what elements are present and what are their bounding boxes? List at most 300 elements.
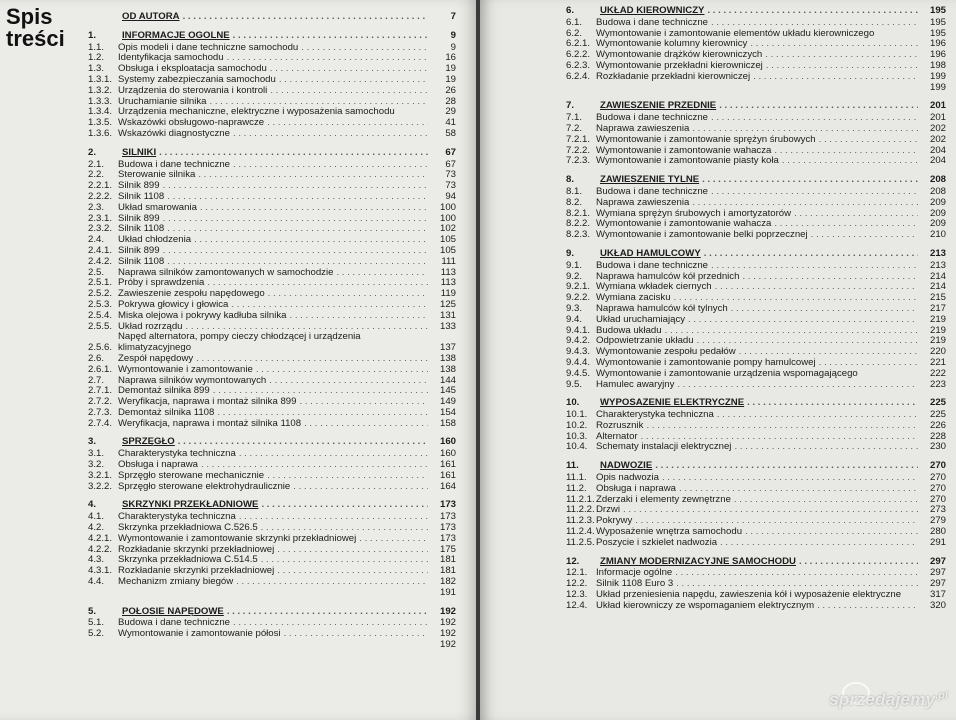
section-page: 67 xyxy=(445,146,456,158)
entry-number: 4.4. xyxy=(88,576,105,588)
entry-number: 6.1. xyxy=(566,16,583,28)
section-title: INFORMACJE OGÓLNE . . . xyxy=(122,31,428,42)
toc-section xyxy=(566,461,946,548)
entry-number: 4.3. xyxy=(88,554,105,566)
entry-title: Wymontowanie i zamontowanie wahacza . . . xyxy=(596,219,918,230)
entry-title: Sprzęgło sterowane elektrohydraulicznie . . . xyxy=(118,482,428,493)
section-page: 192 xyxy=(439,605,456,617)
section-title: ZAWIESZENIE TYLNE . . . xyxy=(600,175,918,186)
entry-page: 214 xyxy=(929,281,946,293)
entry-title: Weryfikacja, naprawa i montaż silnika 899 . . . xyxy=(118,397,428,408)
toc-section-heading xyxy=(566,249,946,260)
entry-number: 1.3. xyxy=(88,63,105,75)
section-title: SKRZYNKI PRZEKŁADNIOWE . . . xyxy=(122,500,428,511)
entry-number: 10.1. xyxy=(566,409,588,421)
toc-entry xyxy=(566,538,946,549)
entry-page: 119 xyxy=(440,288,456,300)
toc-section xyxy=(566,175,946,241)
toc-entry xyxy=(88,224,456,235)
toc-entry xyxy=(566,304,946,315)
toc-section xyxy=(88,607,456,651)
entry-page: 273 xyxy=(929,504,946,516)
entry-page: 105 xyxy=(439,244,456,256)
entry-number: 2.3.1. xyxy=(88,212,113,224)
section-number: 11. xyxy=(566,460,579,472)
toc-entry xyxy=(88,332,456,354)
toc-entry xyxy=(88,376,456,387)
entry-page: 138 xyxy=(439,352,456,364)
entry-title: Pokrywy . . . xyxy=(596,516,918,527)
section-number: 2. xyxy=(88,146,97,158)
entry-title: Zespół napędowy . . . xyxy=(118,354,428,365)
entry-number: 6.2. xyxy=(566,27,583,39)
toc-entry xyxy=(566,272,946,283)
entry-page: 144 xyxy=(439,374,456,386)
entry-page: 161 xyxy=(439,469,456,481)
toc-entry xyxy=(566,293,946,304)
entry-number: 1.3.4. xyxy=(88,106,113,118)
section-page: 213 xyxy=(929,247,946,259)
toc-entry xyxy=(566,347,946,358)
toc-entry xyxy=(566,124,946,135)
section-page: 195 xyxy=(929,5,946,16)
entry-page: 41 xyxy=(445,117,456,129)
entry-title: Układ uruchamiający . . . xyxy=(596,315,918,326)
entry-page: 204 xyxy=(929,144,946,156)
entry-title: Systemy zabezpieczania samochodu . . . xyxy=(118,75,428,86)
entry-title: Miska olejowa i pokrywy kadłuba silnika . . . xyxy=(118,311,428,322)
entry-page: 202 xyxy=(929,133,946,145)
entry-page: 210 xyxy=(929,229,946,241)
entry-number: 8.2.2. xyxy=(566,218,591,230)
section-number: 4. xyxy=(88,499,97,511)
toc-entry xyxy=(88,246,456,257)
toc-entry xyxy=(566,230,946,241)
entry-number: 11.1. xyxy=(566,472,587,484)
toc-entry xyxy=(566,336,946,347)
entry-title: Rozrusznik . . . xyxy=(596,421,918,432)
section-page: 173 xyxy=(439,499,456,511)
entry-page: 145 xyxy=(439,385,456,397)
section-page: 160 xyxy=(439,436,456,448)
section-number: 3. xyxy=(88,436,97,448)
entry-title: Wskazówki diagnostyczne . . . xyxy=(118,129,428,140)
entry-page: 202 xyxy=(929,122,946,134)
toc-entry xyxy=(566,484,946,495)
section-title: UKŁAD HAMULCOWY . . . xyxy=(600,249,918,260)
entry-number: 2.6.1. xyxy=(88,363,113,375)
entry-page: 226 xyxy=(929,419,946,431)
entry-title: Obsługa i eksploatacja samochodu . . . xyxy=(118,64,428,75)
toc-entry xyxy=(88,640,456,651)
entry-number: 3.2. xyxy=(88,459,105,471)
toc-entry xyxy=(88,278,456,289)
entry-page: 270 xyxy=(929,493,946,505)
entry-title: Układ smarowania . . . xyxy=(118,203,428,214)
entry-title: Uruchamianie silnika . . . xyxy=(118,97,428,108)
section-title: WYPOSAŻENIE ELEKTRYCZNE . . . xyxy=(600,398,918,409)
entry-title: Wymontowanie i zamontowanie belki poprzecznej . . . xyxy=(596,230,918,241)
entry-page: 199 xyxy=(929,81,946,93)
entry-page: 209 xyxy=(929,196,946,208)
toc-entry xyxy=(566,113,946,124)
entry-page: 9 xyxy=(450,41,456,53)
entry-title: Naprawa hamulców kół przednich . . . xyxy=(596,272,918,283)
entry-number: 7.1. xyxy=(566,112,583,124)
toc-entry xyxy=(88,235,456,246)
entry-number: 2.5.5. xyxy=(88,320,113,332)
entry-page: 73 xyxy=(445,169,456,181)
toc-entry xyxy=(88,566,456,577)
entry-title: Pokrywa głowicy i głowica . . . xyxy=(118,300,428,311)
entry-title: Silnik 899 . . . xyxy=(118,181,428,192)
toc-section-heading xyxy=(566,6,946,17)
toc-entry xyxy=(88,64,456,75)
entry-title: Demontaż silnika 899 . . . xyxy=(118,386,428,397)
toc-entry xyxy=(566,282,946,293)
entry-page: 58 xyxy=(445,127,456,139)
entry-title: Wymontowanie zespołu pedałów . . . xyxy=(596,347,918,358)
section-title: SPRZĘGŁO . . . xyxy=(122,437,428,448)
toc-entry xyxy=(88,512,456,523)
entry-page: 215 xyxy=(929,292,946,304)
entry-number: 2.2. xyxy=(88,169,105,181)
entry-number: 2.4.1. xyxy=(88,244,113,256)
toc-entry xyxy=(566,590,946,601)
section-number: 6. xyxy=(566,5,575,16)
entry-number: 2.7.3. xyxy=(88,406,113,418)
toc-section-heading xyxy=(566,398,946,409)
entry-title: Budowa i dane techniczne . . . xyxy=(596,18,918,29)
entry-page: 138 xyxy=(439,363,456,375)
toc-section xyxy=(88,148,456,430)
entry-title: Naprawa zawieszenia . . . xyxy=(596,198,918,209)
entry-page: 209 xyxy=(929,218,946,230)
entry-title: Poszycie i szkielet nadwozia . . . xyxy=(596,538,918,549)
toc-entry xyxy=(566,50,946,61)
entry-number: 2.2.2. xyxy=(88,190,113,202)
entry-number: 5.2. xyxy=(88,628,105,640)
section-title: OD AUTORA . . . xyxy=(122,12,428,23)
entry-number: 2.1. xyxy=(88,158,105,170)
toc-entry xyxy=(566,29,946,40)
entry-number: 11.2.3. xyxy=(566,515,595,527)
entry-number: 2.7.1. xyxy=(88,385,113,397)
toc-entry xyxy=(566,421,946,432)
entry-number: 2.3.2. xyxy=(88,223,113,235)
entry-title: Budowa i dane techniczne . . . xyxy=(596,113,918,124)
entry-number: 2.5. xyxy=(88,266,105,278)
toc-section xyxy=(88,31,456,140)
entry-page: 16 xyxy=(445,52,456,64)
toc-section-heading xyxy=(566,461,946,472)
entry-title: Wskazówki obsługowo-naprawcze . . . xyxy=(118,118,428,129)
section-page: 297 xyxy=(929,555,946,567)
entry-number: 3.2.1. xyxy=(88,469,113,481)
entry-page: 201 xyxy=(929,112,946,124)
toc-entry xyxy=(88,555,456,566)
entry-number: 1.1. xyxy=(88,41,105,53)
entry-page: 158 xyxy=(439,417,456,429)
entry-title: Urządzenia do sterowania i kontroli . . . xyxy=(118,86,428,97)
entry-title: Rozkładanie skrzynki przekładniowej . . . xyxy=(118,545,428,556)
entry-number: 11.2.5. xyxy=(566,536,595,548)
entry-number: 4.2.2. xyxy=(88,543,113,555)
entry-number: 11.2. xyxy=(566,482,587,494)
toc-entry xyxy=(566,135,946,146)
entry-number: 10.4. xyxy=(566,441,588,453)
entry-title: Naprawa zawieszenia . . . xyxy=(596,124,918,135)
entry-title: Hamulec awaryjny . . . xyxy=(596,380,918,391)
entry-title: Silnik 1108 Euro 3 . . . xyxy=(596,579,918,590)
toc-entry xyxy=(566,315,946,326)
entry-title: Układ przeniesienia napędu, zawieszenia kół i wyposażenie elektryczne xyxy=(596,590,902,601)
entry-title: Charakterystyka techniczna . . . xyxy=(118,512,428,523)
entry-page: 100 xyxy=(439,212,456,224)
toc-entry xyxy=(88,322,456,333)
entry-number: 12.3. xyxy=(566,589,588,601)
entry-number: 11.2.4. xyxy=(566,526,595,538)
toc-entry xyxy=(88,419,456,430)
toc-section xyxy=(88,500,456,598)
entry-page: 199 xyxy=(929,70,946,82)
entry-title: Silnik 1108 . . . xyxy=(118,192,428,203)
entry-title: Charakterystyka techniczna . . . xyxy=(596,410,918,421)
toc-entry xyxy=(566,18,946,29)
entry-page: 297 xyxy=(929,567,946,579)
section-title: PÓŁOSIE NAPĘDOWE . . . xyxy=(122,607,428,618)
entry-page: 181 xyxy=(439,565,456,577)
entry-title: Wymontowanie przekładni kierowniczej . . . xyxy=(596,61,918,72)
entry-title: Wymontowanie i zamontowanie wahacza . . . xyxy=(596,146,918,157)
entry-title: Wymontowanie i zamontowanie . . . xyxy=(118,365,428,376)
toc-entry xyxy=(88,300,456,311)
contents-heading xyxy=(6,6,65,50)
entry-number: 4.2.1. xyxy=(88,532,113,544)
toc-section-heading xyxy=(88,12,456,23)
toc-entry xyxy=(88,214,456,225)
entry-title: Rozkładanie skrzynki przekładniowej . . . xyxy=(118,566,428,577)
entry-number: 2.7.4. xyxy=(88,417,113,429)
entry-number: 10.3. xyxy=(566,430,588,442)
toc-entry xyxy=(88,118,456,129)
toc-entry xyxy=(566,380,946,391)
toc-entry xyxy=(88,545,456,556)
section-number: 7. xyxy=(566,100,575,112)
entry-number: 2.7. xyxy=(88,374,105,386)
entry-number: 8.2.3. xyxy=(566,229,591,241)
entry-page: 196 xyxy=(929,49,946,61)
entry-page: 192 xyxy=(439,639,456,651)
entry-page: 19 xyxy=(445,73,456,85)
toc-section xyxy=(88,437,456,492)
entry-page: 125 xyxy=(439,298,456,310)
toc-entry xyxy=(88,588,456,599)
entry-title: Wymontowanie i zamontowanie skrzynki przekładniowej . . . xyxy=(118,534,428,545)
section-title: ZMIANY MODERNIZACYJNE SAMOCHODU . . . xyxy=(600,557,918,568)
entry-page: 204 xyxy=(929,155,946,167)
toc-entry xyxy=(566,369,946,380)
toc-entry xyxy=(566,568,946,579)
toc-section xyxy=(88,12,456,23)
entry-title: Mechanizm zmiany biegów . . . xyxy=(118,577,428,588)
section-page: 225 xyxy=(929,397,946,409)
watermark-text: sprzedajemy xyxy=(829,690,936,709)
entry-title: Odpowietrzanie układu . . . xyxy=(596,336,918,347)
toc-entry xyxy=(88,618,456,629)
entry-number: 9.4.2. xyxy=(566,335,591,347)
entry-page: 161 xyxy=(439,459,456,471)
toc-section-heading xyxy=(88,607,456,618)
toc-entry xyxy=(566,326,946,337)
entry-page: 209 xyxy=(929,207,946,219)
entry-number: 12.2. xyxy=(566,578,588,590)
entry-page: 297 xyxy=(929,578,946,590)
section-number: 5. xyxy=(88,605,97,617)
section-title: UKŁAD KIEROWNICZY . . . xyxy=(600,6,918,17)
entry-number: 12.4. xyxy=(566,599,588,611)
toc-section-heading xyxy=(566,557,946,568)
entry-number: 1.3.1. xyxy=(88,73,113,85)
toc-entry xyxy=(88,43,456,54)
entry-title: Sprzęgło sterowane mechanicznie . . . xyxy=(118,471,428,482)
entry-page: 173 xyxy=(439,511,456,523)
entry-page: 111 xyxy=(441,255,456,267)
entry-page: 196 xyxy=(929,38,946,50)
toc-entry xyxy=(88,460,456,471)
entry-number: 1.2. xyxy=(88,52,105,64)
entry-page: 219 xyxy=(929,313,946,325)
entry-page: 73 xyxy=(445,180,456,192)
toc-entry xyxy=(566,358,946,369)
toc-entry xyxy=(88,629,456,640)
entry-number: 2.5.1. xyxy=(88,277,113,289)
entry-number: 1.3.3. xyxy=(88,95,113,107)
toc-entry xyxy=(566,72,946,83)
entry-title: Wymiana wkładek ciernych . . . xyxy=(596,282,918,293)
heading-line-2: treści xyxy=(6,26,65,51)
entry-title: Wymontowanie i zamontowanie piasty koła . . . xyxy=(596,156,918,167)
entry-page: 198 xyxy=(929,59,946,71)
entry-page: 320 xyxy=(929,599,946,611)
entry-title: Wymiana zacisku . . . xyxy=(596,293,918,304)
entry-title: Układ chłodzenia . . . xyxy=(118,235,428,246)
entry-page: 67 xyxy=(445,158,456,170)
entry-page: 270 xyxy=(929,482,946,494)
toc-entry xyxy=(88,75,456,86)
entry-page: 195 xyxy=(929,16,946,28)
toc-entry xyxy=(88,408,456,419)
entry-number: 1.3.2. xyxy=(88,84,113,96)
toc-entry xyxy=(566,505,946,516)
toc-entry xyxy=(566,442,946,453)
toc-entry xyxy=(88,289,456,300)
toc-section xyxy=(566,101,946,167)
toc-entry xyxy=(88,170,456,181)
toc-entry xyxy=(88,257,456,268)
entry-title: Wyposażenie wnętrza samochodu . . . xyxy=(596,527,918,538)
entry-page: 131 xyxy=(439,309,456,321)
toc-entry xyxy=(566,495,946,506)
entry-page: 29 xyxy=(445,106,456,118)
entry-title: Alternator . . . xyxy=(596,432,918,443)
toc-entry xyxy=(566,146,946,157)
toc-entry xyxy=(88,397,456,408)
entry-number: 3.1. xyxy=(88,448,105,460)
section-page: 270 xyxy=(929,460,946,472)
entry-number: 1.3.5. xyxy=(88,117,113,129)
entry-title: Rozkładanie przekładni kierowniczej . . . xyxy=(596,72,918,83)
section-number: 9. xyxy=(566,247,575,259)
toc-entry xyxy=(88,386,456,397)
entry-title: Urządzenia mechaniczne, elektryczne i wyposażenia samochodu xyxy=(118,107,395,118)
entry-page: 228 xyxy=(929,430,946,442)
toc-entry xyxy=(566,516,946,527)
entry-page: 94 xyxy=(445,190,456,202)
toc-entry xyxy=(88,97,456,108)
entry-page: 219 xyxy=(929,324,946,336)
entry-title: Informacje ogólne . . . xyxy=(596,568,918,579)
entry-number: 2.4. xyxy=(88,234,105,246)
toc-section xyxy=(566,249,946,390)
entry-number: 8.2. xyxy=(566,196,583,208)
entry-page: 192 xyxy=(439,617,456,629)
entry-number: 2.2.1. xyxy=(88,180,113,192)
entry-page: 213 xyxy=(929,259,946,271)
entry-page: 291 xyxy=(929,536,946,548)
toc-entry xyxy=(88,365,456,376)
toc-entry xyxy=(88,268,456,279)
entry-title: Wymontowanie drążków kierowniczych . . . xyxy=(596,50,918,61)
entry-page: 279 xyxy=(929,515,946,527)
entry-number: 2.5.6. xyxy=(88,342,113,354)
entry-title: Wymontowanie i zamontowanie półosi . . . xyxy=(118,629,428,640)
toc-entry xyxy=(566,187,946,198)
entry-number: 2.5.2. xyxy=(88,288,113,300)
entry-title: Silnik 1108 . . . xyxy=(118,257,428,268)
entry-number: 9.3. xyxy=(566,302,583,314)
entry-page: 175 xyxy=(439,543,456,555)
toc-entry xyxy=(88,482,456,493)
toc-entry xyxy=(566,219,946,230)
entry-page: 222 xyxy=(929,367,946,379)
toc-section xyxy=(566,557,946,612)
watermark-logo xyxy=(829,690,948,710)
entry-number: 9.4.4. xyxy=(566,356,591,368)
toc-entry xyxy=(566,39,946,50)
entry-title: Budowa i dane techniczne . . . xyxy=(118,160,428,171)
entry-number: 9.2. xyxy=(566,270,583,282)
entry-title: Skrzynka przekładniowa C.526.5 . . . xyxy=(118,523,428,534)
entry-title: Wymontowanie kolumny kierownicy . . . xyxy=(596,39,918,50)
left-page xyxy=(0,0,476,720)
section-title: SILNIKI . . . xyxy=(122,148,428,159)
entry-title: Silnik 899 . . . xyxy=(118,246,428,257)
entry-number: 6.2.4. xyxy=(566,70,591,82)
toc-section-heading xyxy=(88,31,456,42)
entry-page: 280 xyxy=(929,526,946,538)
entry-number: 8.2.1. xyxy=(566,207,591,219)
toc-entry xyxy=(88,192,456,203)
toc-entry xyxy=(566,527,946,538)
entry-number: 4.2. xyxy=(88,522,105,534)
entry-number: 9.4. xyxy=(566,313,583,325)
toc-entry xyxy=(88,53,456,64)
right-page xyxy=(480,0,956,720)
entry-title: Charakterystyka techniczna . . . xyxy=(118,449,428,460)
toc-entry xyxy=(88,354,456,365)
toc-section xyxy=(566,6,946,93)
